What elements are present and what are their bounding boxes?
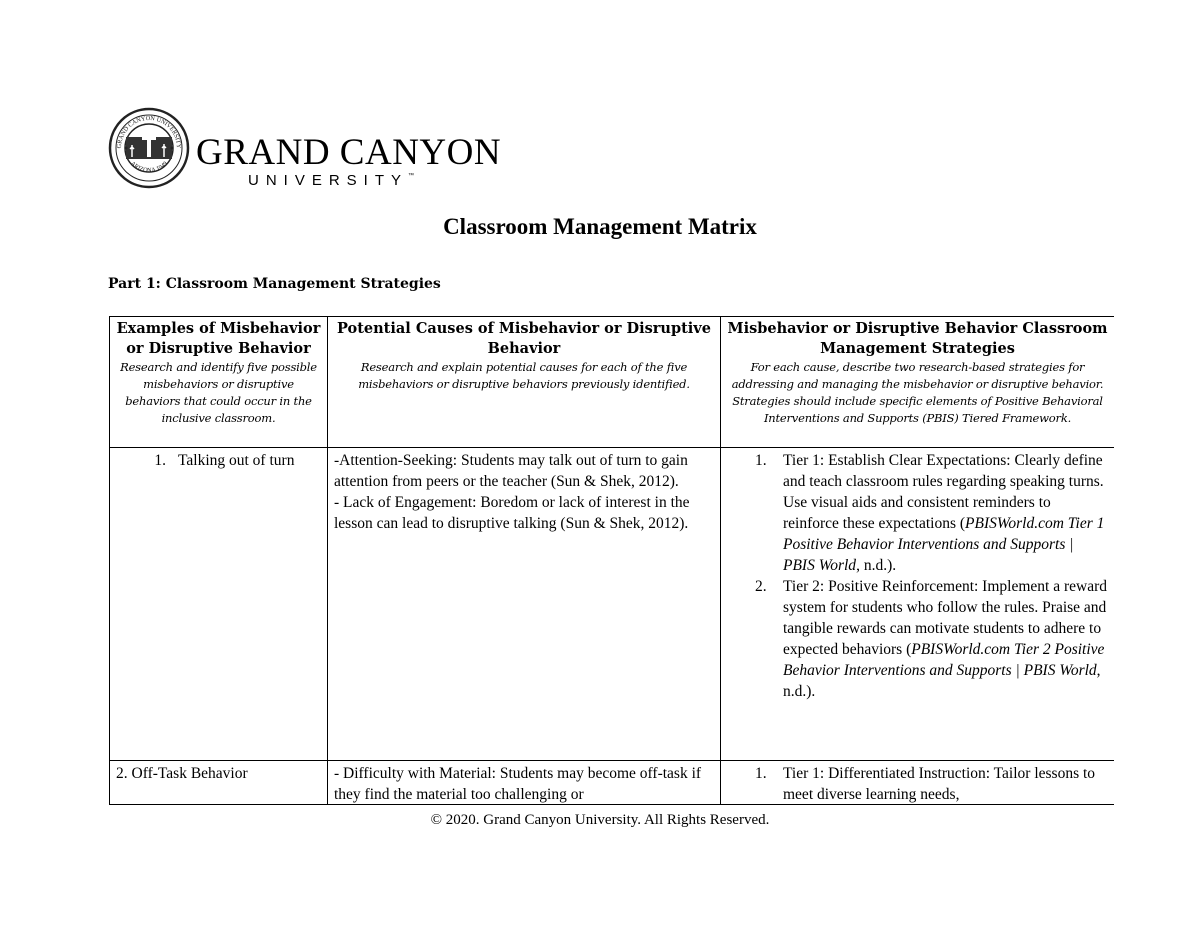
header-causes xyxy=(328,317,721,448)
behavior-cell xyxy=(110,761,328,806)
strategy-number: 1. xyxy=(755,452,767,469)
causes-cell xyxy=(328,448,721,761)
causes-cell xyxy=(328,761,721,806)
strategy-text: Tier 2: Positive Reinforcement: Implement a reward system for students who follow the rules. Praise and tangible rewards can motivate students to adhere to expected behaviors ( xyxy=(783,578,1107,658)
strategy-item xyxy=(727,450,1108,576)
strategy-text: Tier 1: Differentiated Instruction: Tailor lessons to meet diverse learning needs, xyxy=(783,765,1096,803)
strategy-number: 1. xyxy=(755,765,767,782)
header-strategies-title: Misbehavior or Disruptive Behavior Classroom Management Strategies xyxy=(727,320,1108,357)
cause-item: -Attention-Seeking: Students may talk out of turn to gain attention from peers or the teacher (Sun & Shek, 2012). xyxy=(334,452,688,490)
header-strategies xyxy=(721,317,1115,448)
behavior-cell xyxy=(110,448,328,761)
behavior-text: 2. Off-Task Behavior xyxy=(116,765,248,782)
strategy-citation: PBISWorld.com Tier 1 Positive Behavior Interventions and Supports | PBIS World xyxy=(783,515,1105,574)
strategies-cell xyxy=(721,761,1115,806)
header-causes-title: Potential Causes of Misbehavior or Disruptive Behavior xyxy=(337,320,711,357)
header-row xyxy=(110,317,1115,448)
cause-item: - Difficulty with Material: Students may become off-task if they find the material too challenging or xyxy=(334,765,702,803)
logo-name-top: GRAND CANYON xyxy=(196,132,502,173)
strategy-citation-tail: , n.d.). xyxy=(783,662,1101,700)
strategy-text: Tier 1: Establish Clear Expectations: Clearly define and teach classroom rules regarding speaking turns. Use visual aids and consistent reminders to reinforce these expectations ( xyxy=(783,452,1104,532)
header-strategies-instructions: For each cause, describe two research-based strategies for addressing and managing the misbehavior or disruptive behavior. Strategies should include specific elements of Positive Behavioral Interventions and Supports (PBIS) Tiered Framework. xyxy=(731,360,1104,425)
strategy-item xyxy=(727,763,1108,805)
university-seal-icon xyxy=(108,107,190,189)
svg-text:ARIZONA 1949 xyxy=(129,160,169,174)
strategy-citation-tail: , n.d.). xyxy=(856,557,897,574)
table-row xyxy=(110,448,1115,761)
matrix-table xyxy=(109,316,1114,805)
seal-top-text: GRAND CANYON UNIVERSITY xyxy=(115,114,183,149)
copyright-footer: © 2020. Grand Canyon University. All Rights Reserved. xyxy=(430,812,770,828)
header-behavior-instructions: Research and identify five possible misbehaviors or disruptive behaviors that could occur in the inclusive classroom. xyxy=(120,360,317,425)
header-behavior xyxy=(110,317,328,448)
part-heading: Part 1: Classroom Management Strategies xyxy=(108,276,441,292)
behavior-number: 1. xyxy=(154,452,166,469)
header-causes-instructions: Research and explain potential causes for each of the five misbehaviors or disruptive behaviors previously identified. xyxy=(358,360,690,391)
strategy-number: 2. xyxy=(755,578,767,595)
page-title: Classroom Management Matrix xyxy=(443,214,757,239)
strategy-item xyxy=(727,576,1108,702)
logo-name-bottom xyxy=(248,173,414,188)
cause-item: - Lack of Engagement: Boredom or lack of interest in the lesson can lead to disruptive talking (Sun & Shek, 2012). xyxy=(334,494,690,532)
behavior-text: Talking out of turn xyxy=(178,452,295,469)
university-logo xyxy=(108,107,508,195)
strategy-citation: PBISWorld.com Tier 2 Positive Behavior Interventions and Supports | PBIS World xyxy=(783,641,1105,679)
seal-bottom-text: ARIZONA 1949 xyxy=(129,160,169,175)
strategy-list xyxy=(727,450,1108,702)
logo-university-word: UNIVERSITY xyxy=(248,172,409,189)
header-behavior-title: Examples of Misbehavior or Disruptive Behavior xyxy=(116,320,321,357)
classroom-management-matrix xyxy=(109,316,1114,805)
trademark-mark: ™ xyxy=(408,173,415,179)
table-row xyxy=(110,761,1115,806)
strategy-list xyxy=(727,763,1108,805)
strategies-cell xyxy=(721,448,1115,761)
